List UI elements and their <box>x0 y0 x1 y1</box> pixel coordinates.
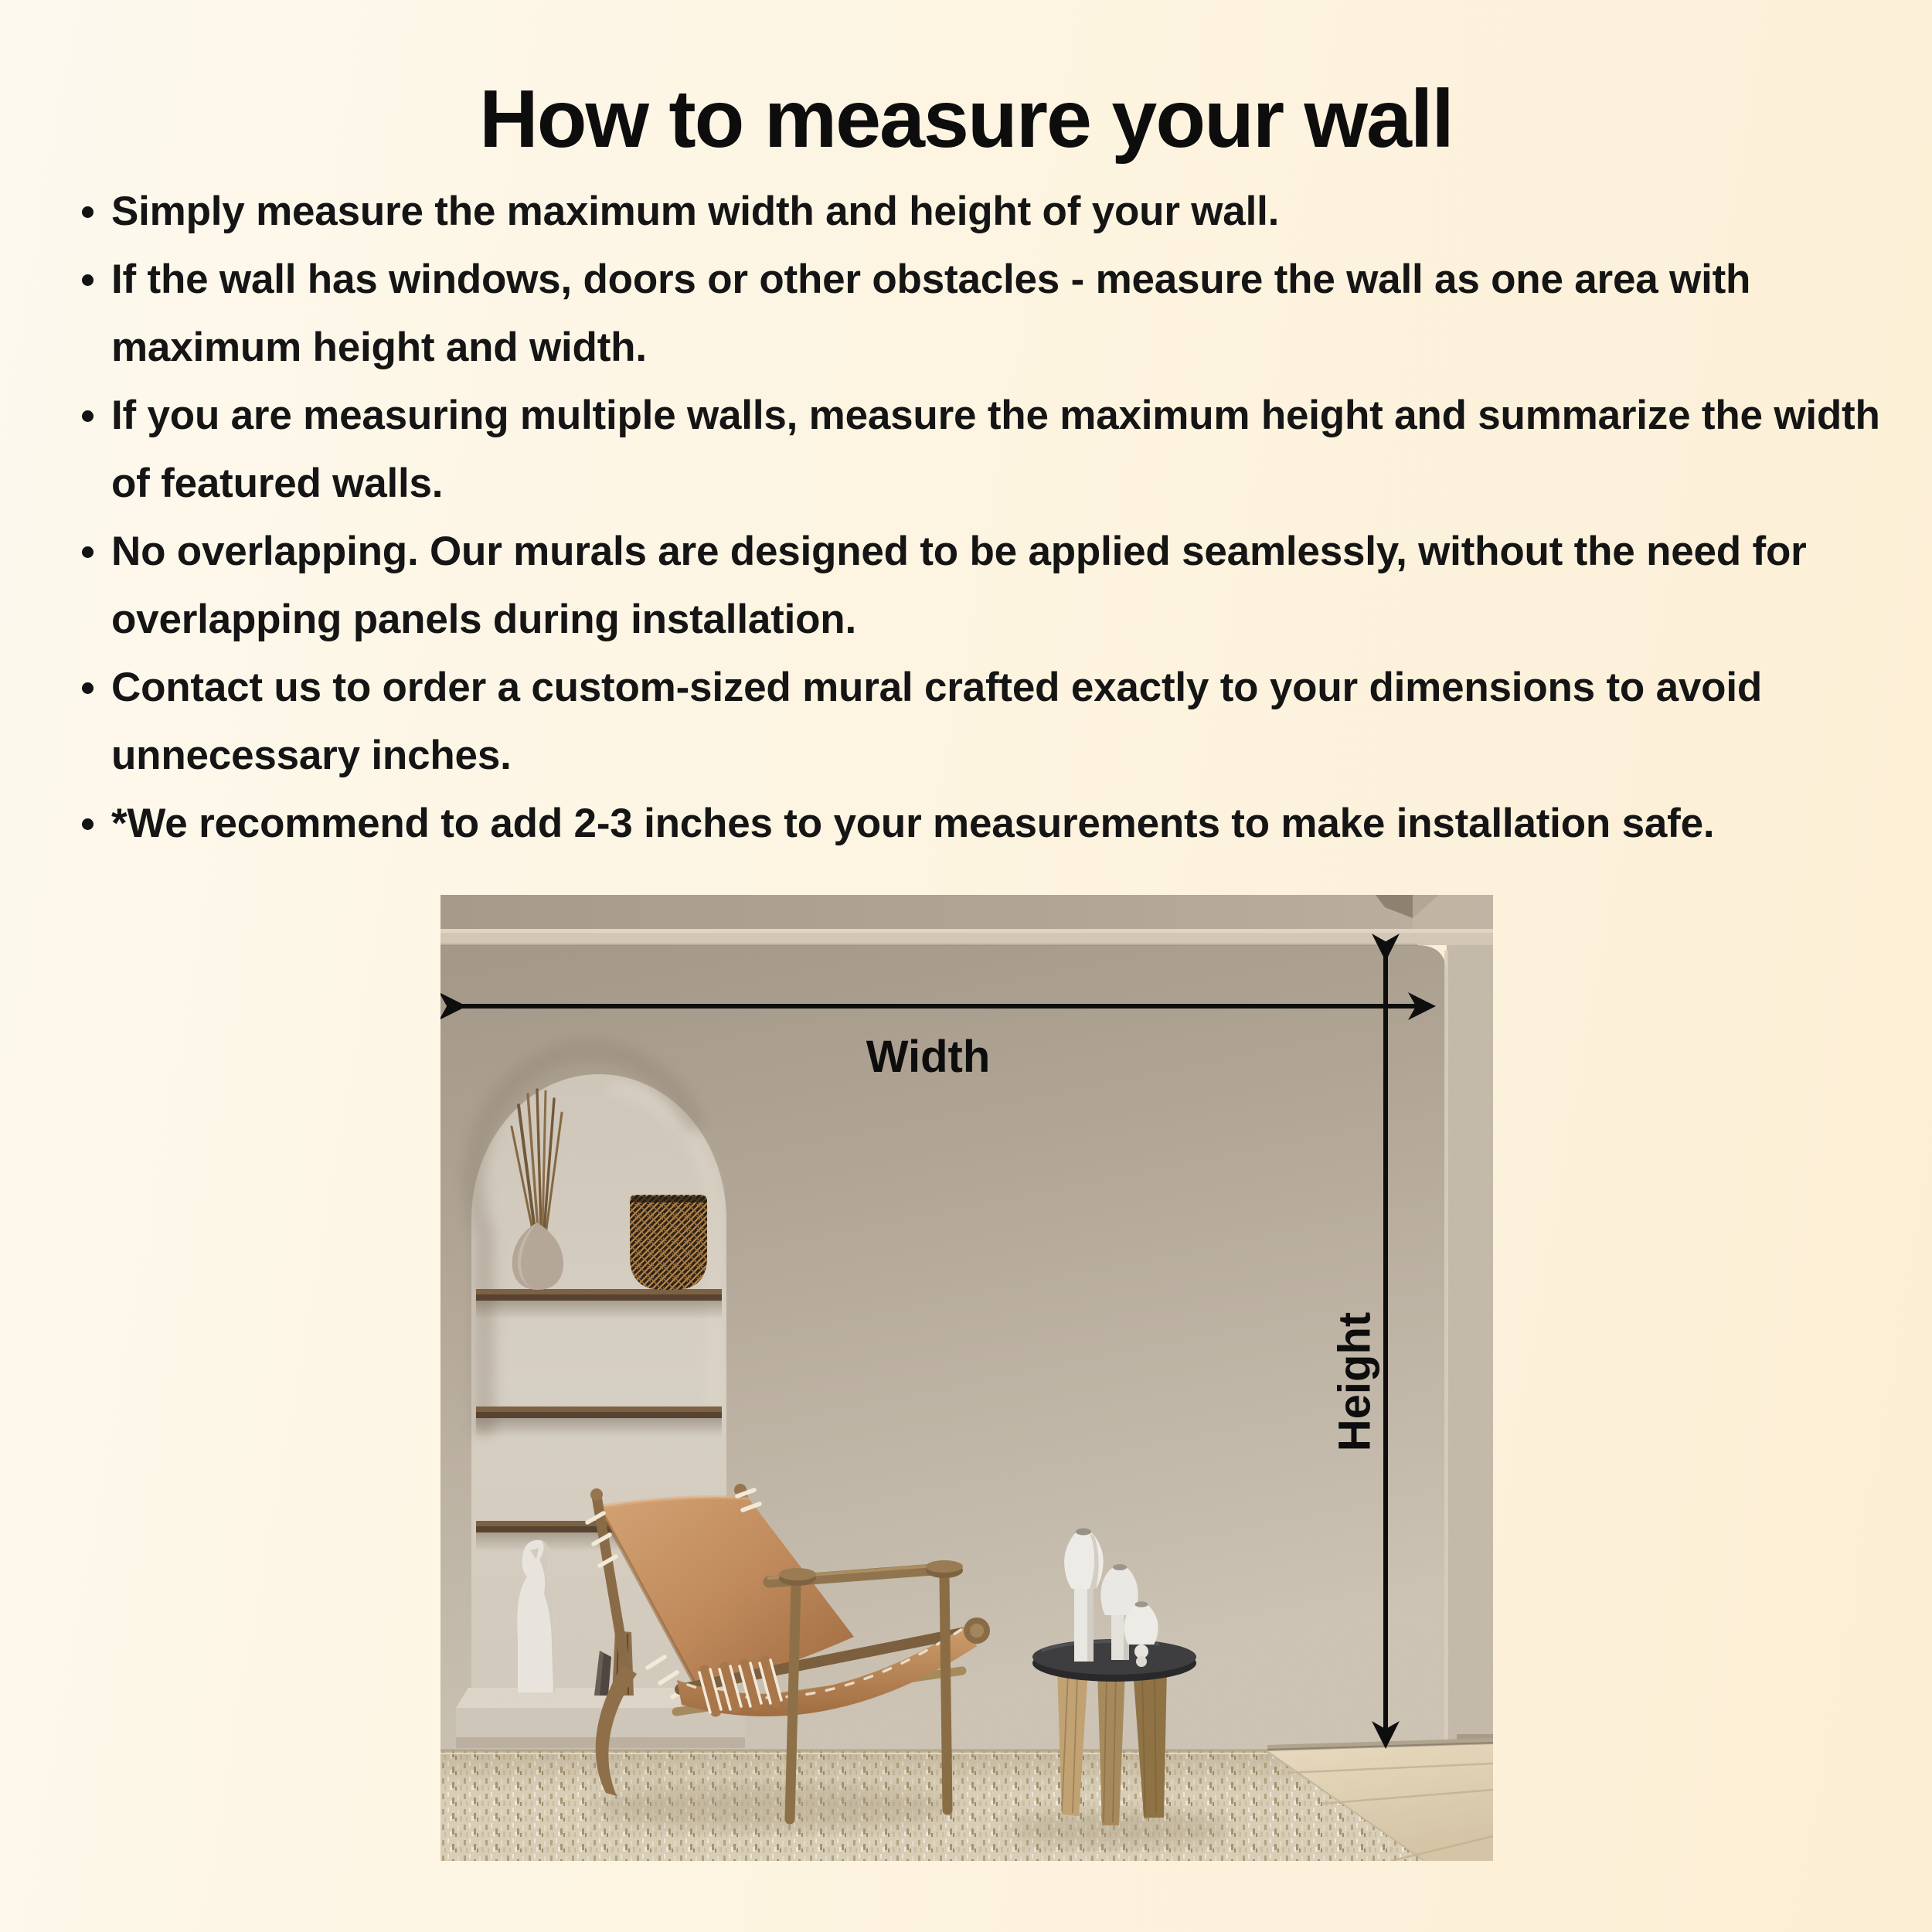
chair-shadow <box>591 1784 954 1830</box>
instruction-item: Simply measure the maximum width and height of your wall. <box>74 178 1883 246</box>
ceiling <box>440 895 1493 945</box>
wall-measurement-photo <box>440 895 1493 1861</box>
height-label: Height <box>1329 1311 1380 1452</box>
instruction-item: If the wall has windows, doors or other obstacles - measure the wall as one area with maximum height and width. <box>74 246 1883 382</box>
page-title: How to measure your wall <box>479 73 1453 165</box>
instruction-item: No overlapping. Our murals are designed to be applied seamlessly, without the need for overlapping panels during installation. <box>74 518 1883 654</box>
instruction-item: If you are measuring multiple walls, measure the maximum height and summarize the width of featured walls. <box>74 382 1883 518</box>
chair-front-leg <box>790 1586 796 1819</box>
instructions-list <box>74 178 1883 858</box>
instruction-item: Contact us to order a custom-sized mural crafted exactly to your dimensions to avoid unnecessary inches. <box>74 654 1883 790</box>
width-label: Width <box>866 1032 991 1082</box>
instruction-item: *We recommend to add 2-3 inches to your measurements to make installation safe. <box>74 790 1883 858</box>
chair-front-right-leg <box>944 1578 947 1810</box>
